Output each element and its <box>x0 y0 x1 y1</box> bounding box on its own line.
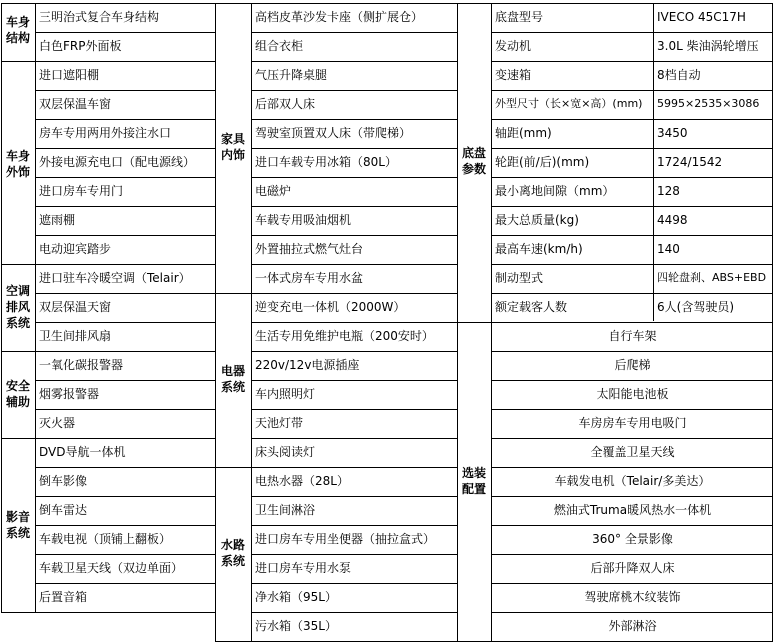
grid-line <box>491 148 773 149</box>
item-cell: 遮雨棚 <box>39 213 76 227</box>
spec-value: 四轮盘刹、ABS+EBD <box>657 271 767 284</box>
grid-line <box>35 206 216 207</box>
item-cell: 双层保温车窗 <box>39 97 112 111</box>
grid-line <box>491 293 773 294</box>
grid-line <box>251 119 458 120</box>
spec-value: 3.0L 柴油涡轮增压 <box>657 39 759 53</box>
item-cell: 双层保温天窗 <box>39 300 112 314</box>
option-item: 燃油式Truma暖风热水一体机 <box>553 503 712 517</box>
grid-line <box>491 583 773 584</box>
item-cell: 污水箱（35L） <box>255 619 337 633</box>
option-item: 外部淋浴 <box>608 619 657 633</box>
grid-line <box>491 235 773 236</box>
item-cell: 床头阅读灯 <box>255 445 316 459</box>
grid-line <box>251 525 458 526</box>
grid-line <box>491 380 773 381</box>
item-cell: 组合衣柜 <box>255 39 304 53</box>
grid-line <box>251 380 458 381</box>
spec-label: 最高车速(km/h) <box>495 242 583 256</box>
grid-line <box>251 61 458 62</box>
spec-value: 1724/1542 <box>657 155 723 169</box>
item-cell: 220v/12v电源插座 <box>255 358 360 372</box>
item-cell: 净水箱（95L） <box>255 590 337 604</box>
grid-line <box>491 467 773 468</box>
spec-label: 额定载客人数 <box>495 300 568 314</box>
grid-line <box>251 90 458 91</box>
item-cell: DVD导航一体机 <box>39 445 126 459</box>
grid-line <box>251 351 458 352</box>
item-cell: 烟雾报警器 <box>39 387 100 401</box>
item-cell: 生活专用免维护电瓶（200安时） <box>255 329 434 343</box>
grid-line <box>35 554 216 555</box>
grid-line <box>251 612 458 613</box>
item-cell: 三明治式复合车身结构 <box>39 10 160 24</box>
option-item: 车载发电机（Telair/多美达） <box>554 474 711 488</box>
grid-line <box>35 409 216 410</box>
item-cell: 气压升降桌腿 <box>255 68 328 82</box>
item-cell: 灭火器 <box>39 416 76 430</box>
grid-line <box>251 206 458 207</box>
grid-line <box>251 554 458 555</box>
grid-line <box>491 496 773 497</box>
item-cell: 进口车载专用冰箱（80L） <box>255 155 397 169</box>
spec-value: 140 <box>657 242 680 256</box>
grid-line <box>251 438 458 439</box>
item-cell: 车载卫星天线（双边单面） <box>39 561 184 575</box>
grid-line <box>35 32 216 33</box>
option-item: 后部升降双人床 <box>590 561 675 575</box>
option-item: 360° 全景影像 <box>592 532 673 546</box>
item-cell: 电动迎宾踏步 <box>39 242 112 256</box>
grid-line <box>1 612 216 613</box>
grid-line <box>457 322 773 323</box>
grid-line <box>491 438 773 439</box>
grid-line <box>491 554 773 555</box>
spec-value: 4498 <box>657 213 688 227</box>
grid-line <box>491 90 773 91</box>
grid-line <box>1 351 216 352</box>
grid-line <box>491 351 773 352</box>
grid-line <box>215 467 458 468</box>
grid-line <box>251 583 458 584</box>
item-cell: 卫生间排风扇 <box>39 329 112 343</box>
spec-label: 变速箱 <box>495 68 532 82</box>
grid-line <box>35 235 216 236</box>
option-item: 太阳能电池板 <box>596 387 669 401</box>
grid-line <box>35 90 216 91</box>
grid-line <box>251 264 458 265</box>
grid-line <box>491 264 773 265</box>
spec-value: 5995×2535×3086 <box>657 97 760 110</box>
grid-line <box>35 148 216 149</box>
grid-line <box>35 380 216 381</box>
item-cell: 车内照明灯 <box>255 387 316 401</box>
item-cell: 车载专用吸油烟机 <box>255 213 352 227</box>
grid-line <box>491 177 773 178</box>
category-furniture-interior: 家具内饰 <box>220 132 245 162</box>
grid-line <box>1 3 216 4</box>
spec-label: 最小离地间隙（mm） <box>495 184 615 198</box>
category-safety-assist: 安全辅助 <box>5 379 30 409</box>
grid-line <box>35 177 216 178</box>
grid-line <box>491 409 773 410</box>
spec-value: IVECO 45C17H <box>657 10 746 24</box>
item-cell: 一体式房车专用水盆 <box>255 271 364 285</box>
option-item: 后爬梯 <box>614 358 651 372</box>
item-cell: 卫生间淋浴 <box>255 503 316 517</box>
grid-line <box>35 525 216 526</box>
option-item: 全覆盖卫星天线 <box>590 445 675 459</box>
item-cell: 进口遮阳棚 <box>39 68 100 82</box>
item-cell: 倒车影像 <box>39 474 88 488</box>
item-cell: 驾驶室顶置双人床（带爬梯） <box>255 126 412 140</box>
item-cell: 天池灯带 <box>255 416 304 430</box>
item-cell: 高档皮革沙发卡座（侧扩展仓） <box>255 10 424 24</box>
spec-label: 最大总质量(kg) <box>495 213 579 227</box>
grid-line <box>491 206 773 207</box>
option-item: 车房房车专用电吸门 <box>578 416 687 430</box>
item-cell: 进口房车专用门 <box>39 184 124 198</box>
item-cell: 房车专用两用外接注水口 <box>39 126 172 140</box>
grid-line <box>251 409 458 410</box>
category-electrical-system: 电器系统 <box>220 364 245 394</box>
spec-label: 制动型式 <box>495 271 544 285</box>
option-item: 驾驶席桃木纹装饰 <box>584 590 681 604</box>
item-cell: 外置抽拉式燃气灶台 <box>255 242 364 256</box>
item-cell: 后部双人床 <box>255 97 316 111</box>
grid-line <box>1 3 2 613</box>
category-optional-config: 选装配置 <box>461 466 486 496</box>
grid-line <box>251 235 458 236</box>
grid-line <box>251 177 458 178</box>
grid-line <box>215 641 458 642</box>
item-cell: 进口房车专用坐便器（抽拉盒式） <box>255 532 436 546</box>
grid-line <box>491 32 773 33</box>
grid-line <box>251 322 458 323</box>
grid-line <box>457 3 773 4</box>
grid-line <box>35 119 216 120</box>
spec-label: 外型尺寸（长×宽×高）(mm) <box>495 97 643 110</box>
grid-line <box>215 293 458 294</box>
grid-line <box>251 32 458 33</box>
item-cell: 电磁炉 <box>255 184 292 198</box>
grid-line <box>491 525 773 526</box>
category-body-exterior: 车身外饰 <box>5 149 30 179</box>
spec-label: 底盘型号 <box>495 10 544 24</box>
spec-value: 128 <box>657 184 680 198</box>
category-av-system: 影音系统 <box>5 510 30 540</box>
item-cell: 进口房车专用水泵 <box>255 561 352 575</box>
grid-line <box>457 641 773 642</box>
item-cell: 白色FRP外面板 <box>39 39 122 53</box>
grid-line <box>251 148 458 149</box>
grid-line <box>35 467 216 468</box>
grid-line <box>35 496 216 497</box>
spec-label: 轮距(前/后)(mm) <box>495 155 590 169</box>
grid-line <box>491 612 773 613</box>
grid-line <box>491 61 773 62</box>
spec-value: 8档自动 <box>657 68 701 82</box>
spec-value: 3450 <box>657 126 688 140</box>
grid-line <box>35 3 36 613</box>
item-cell: 倒车雷达 <box>39 503 88 517</box>
category-water-system: 水路系统 <box>220 538 245 568</box>
item-cell: 进口驻车冷暖空调（Telair） <box>39 271 191 285</box>
grid-line <box>35 583 216 584</box>
grid-line <box>1 438 216 439</box>
grid-line <box>215 3 458 4</box>
category-body-structure: 车身结构 <box>5 15 30 45</box>
item-cell: 逆变充电一体机（2000W） <box>255 300 406 314</box>
category-chassis-params: 底盘参数 <box>461 146 486 176</box>
item-cell: 电热水器（28L） <box>255 474 349 488</box>
item-cell: 车载电视（顶铺上翻板） <box>39 532 172 546</box>
item-cell: 外接电源充电口（配电源线） <box>39 155 196 169</box>
item-cell: 后置音箱 <box>39 590 88 604</box>
category-ac-ventilation: 空调排风系统 <box>5 284 30 330</box>
grid-line <box>1 61 216 62</box>
spec-label: 轴距(mm) <box>495 126 552 140</box>
spec-value: 6人(含驾驶员) <box>657 300 734 314</box>
grid-line <box>491 119 773 120</box>
grid-line <box>251 496 458 497</box>
item-cell: 一氧化碳报警器 <box>39 358 124 372</box>
grid-line <box>1 264 216 265</box>
grid-line <box>35 322 216 323</box>
grid-line <box>35 293 216 294</box>
spec-label: 发动机 <box>495 39 532 53</box>
option-item: 自行车架 <box>608 329 657 343</box>
grid-line <box>653 3 654 321</box>
